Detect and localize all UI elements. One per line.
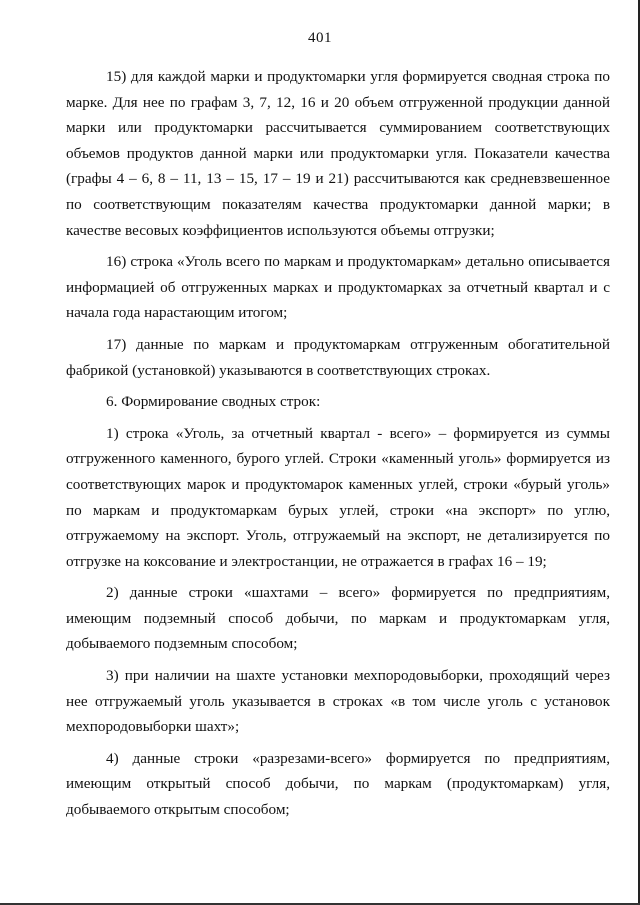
paragraph-summary-2: 2) данные строки «шахтами – всего» формируется по предприятиям, имеющим подземный способ добычи, по маркам и продуктомаркам угля, добываемого подземным способом; [66, 584, 610, 653]
paragraph-summary-3: 3) при наличии на шахте установки мехпородовыборки, проходящий через нее отгружаемый уголь указывается в строках «в том числе уголь с установок мехпородовыборки шахт»; [66, 667, 610, 736]
paragraph-summary-1: 1) строка «Уголь, за отчетный квартал - всего» – формируется из суммы отгруженного каменного, бурого углей. Строки «каменный уголь» формируется из соответствующих марок и продуктомарок каменных углей, строки «бурый уголь» по маркам и продуктомаркам бурых углей, строки «на экспорт» по углю, отгружаемому на экспорт. Уголь, отгружаемый на экспорт, не детализируется по отгрузке на коксование и электростанции, не отражается в графах 16 – 19; [66, 424, 610, 570]
paragraph-item-17: 17) данные по маркам и продуктомаркам отгруженным обогатительной фабрикой (установкой) указываются в соответствующих строках. [66, 335, 610, 379]
paragraph-summary-4: 4) данные строки «разрезами-всего» формируется по предприятиям, имеющим открытый способ добычи, по маркам (продуктомаркам) угля, добываемого открытым способом; [66, 749, 610, 819]
paragraph-item-15: 15) для каждой марки и продуктомарки угля формируется сводная строка по марке. Для нее по графам 3, 7, 12, 16 и 20 объем отгруженной продукции данной марки или продуктомарки рассчитывается суммированием соответствующих объемов продуктов данной марки или продуктомарки угля. Показатели качества (графы 4 – 6, 8 – 11, 13 – 15, 17 – 19 и 21) рассчитываются как средневзвешенное по соответствующим показателям качества продуктомарки данной марки; в качестве весовых коэффициентов используются объемы отгрузки; [66, 68, 610, 239]
paragraph-item-16: 16) строка «Уголь всего по маркам и продуктомаркам» детально описывается информацией об отгруженных марках и продуктомарках за отчетный квартал и с начала года нарастающим итогом; [66, 253, 610, 322]
page-number: 401 [308, 30, 332, 46]
section-heading-6: 6. Формирование сводных строк: [106, 393, 321, 411]
body-text [66, 64, 610, 829]
